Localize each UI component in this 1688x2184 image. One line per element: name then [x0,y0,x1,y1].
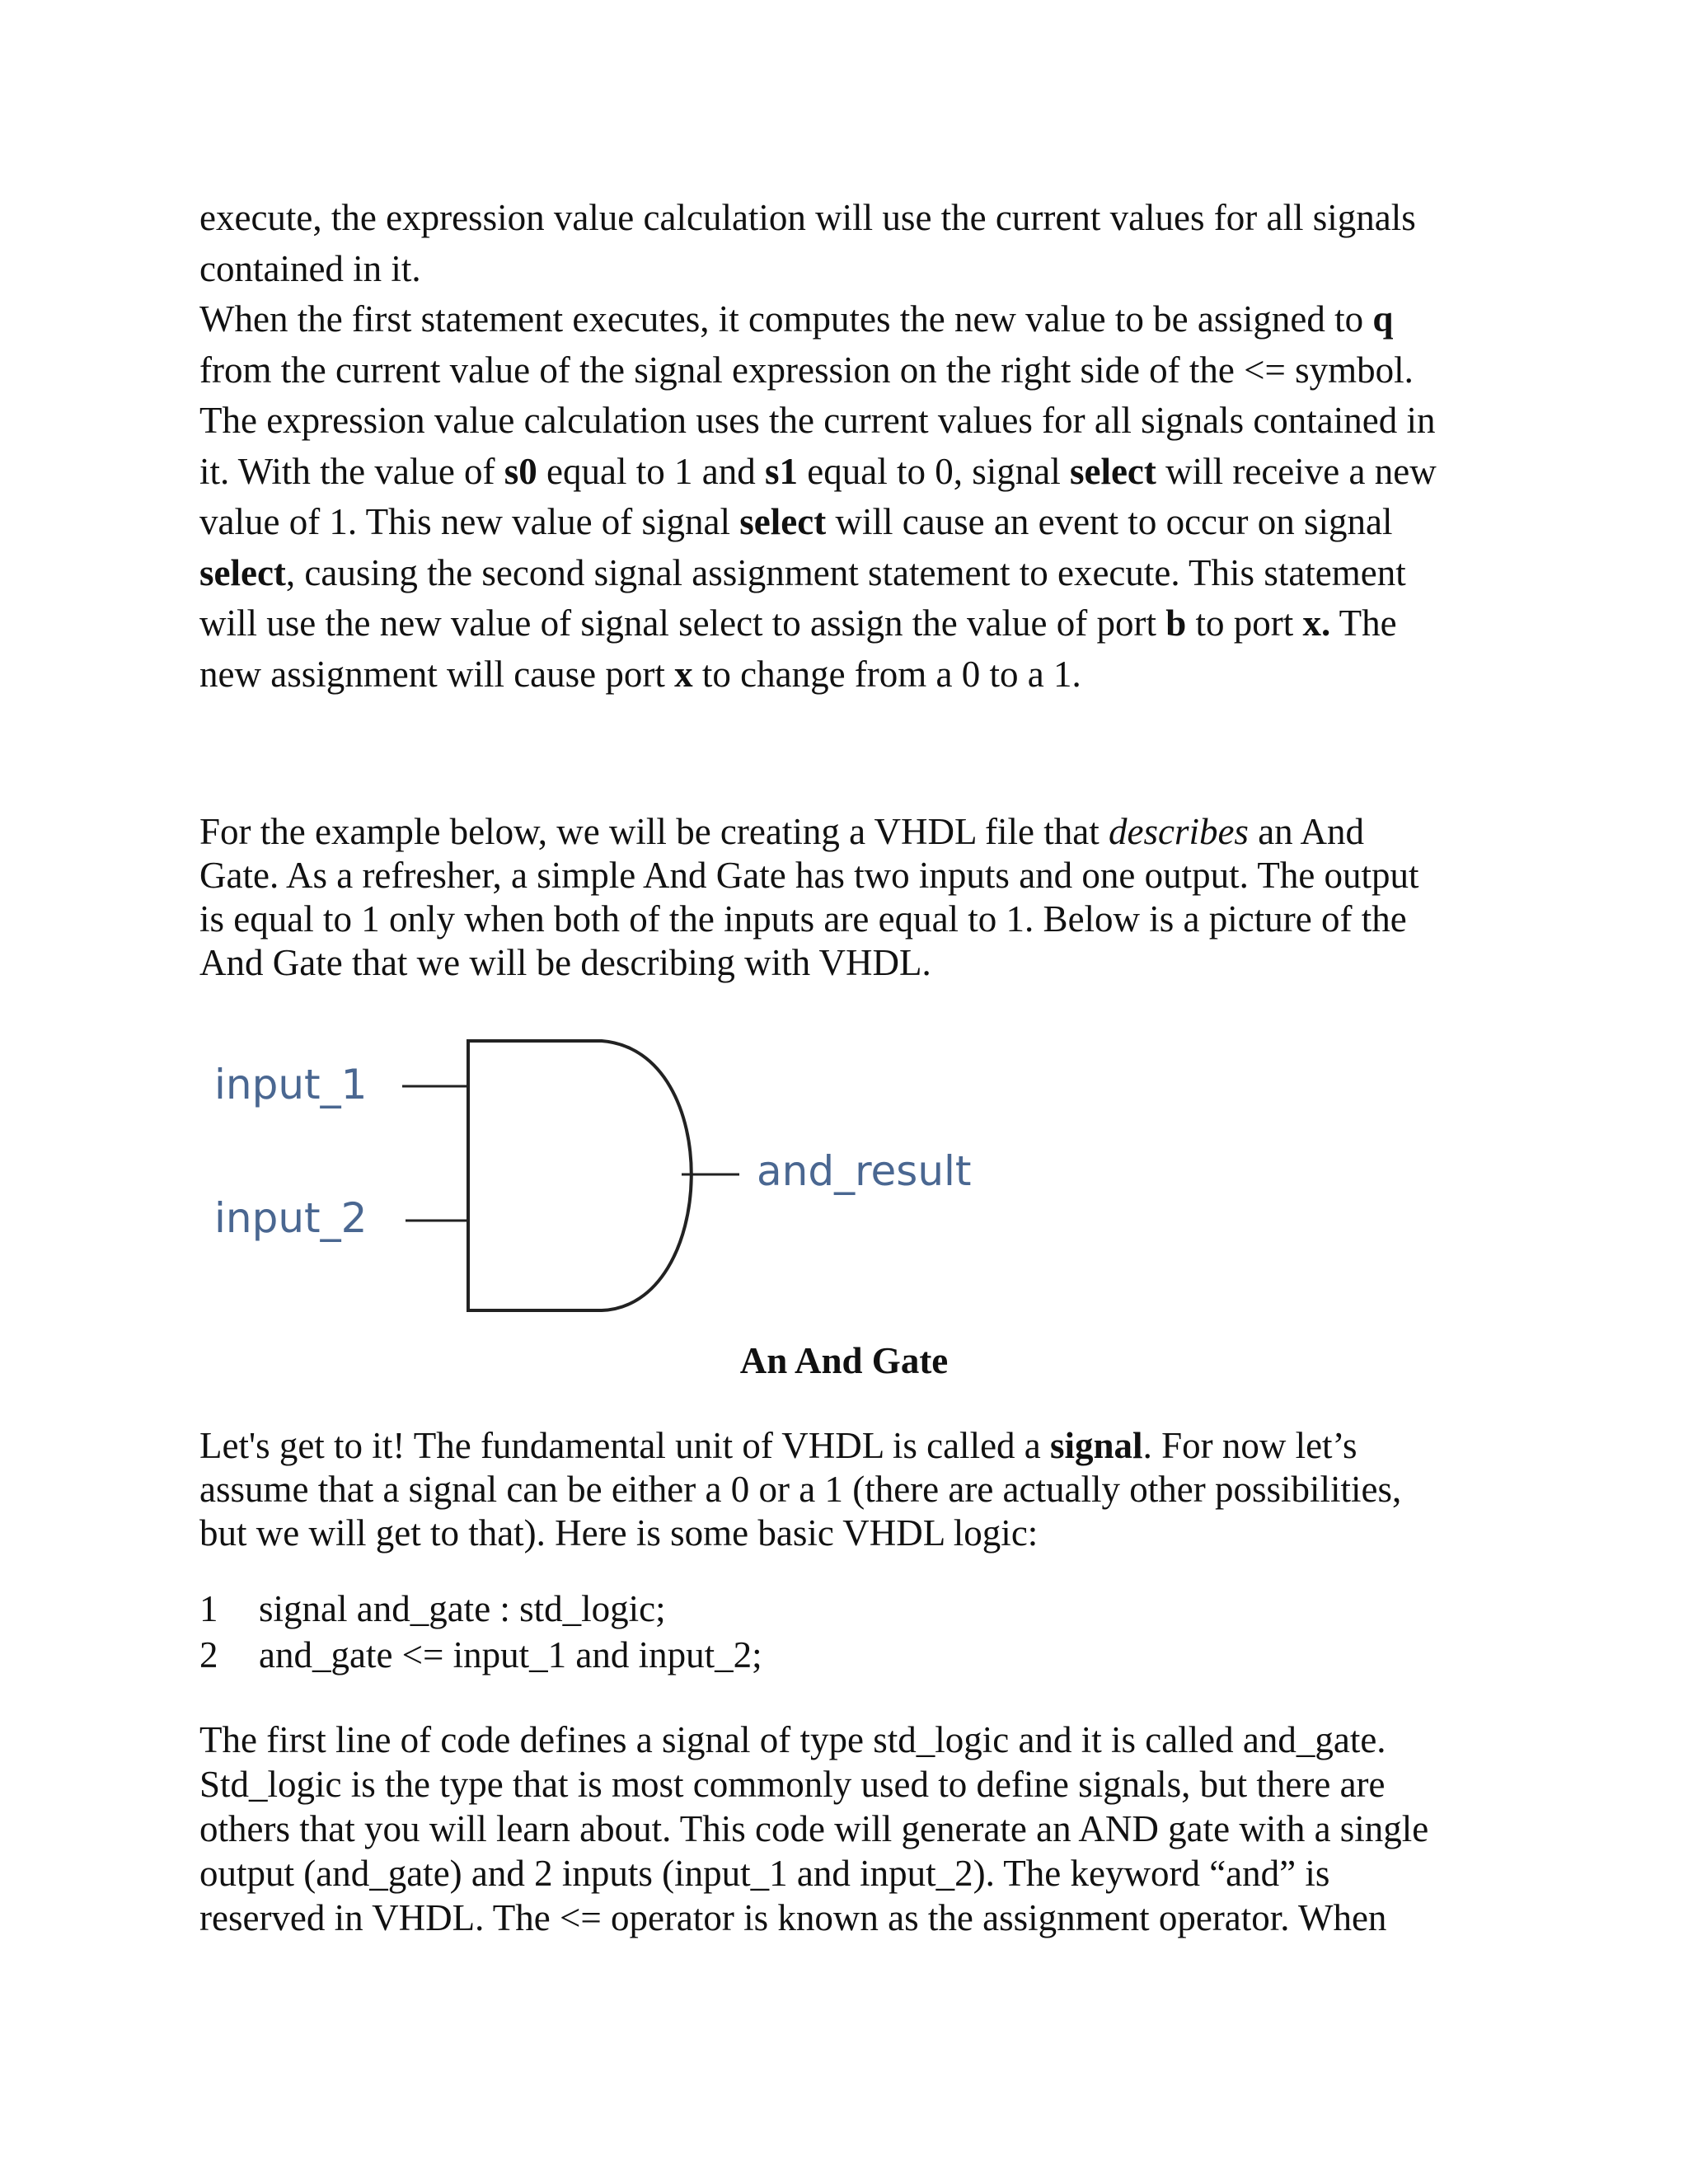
keyword-x: x [674,653,693,695]
keyword-s1: s1 [764,450,798,492]
line-number: 1 [199,1588,218,1629]
text-line: but we will get to that). Here is some basic VHDL logic: [199,1512,1039,1554]
text-line: Let's get to it! The fundamental unit of VHDL is called a signal. For now let’s [199,1425,1357,1466]
text-line: from the current value of the signal expression on the right side of the <= symbol. [199,349,1414,391]
text-line: Gate. As a refresher, a simple And Gate has two inputs and one output. The output [199,855,1419,896]
code-listing [199,1586,762,1678]
text-line: When the first statement executes, it computes the new value to be assigned to q [199,298,1394,340]
paragraph-and-gate-intro [199,810,1502,985]
code-text: and_gate <= input_1 and input_2; [259,1634,762,1675]
input-2-label: input_2 [214,1194,368,1242]
text-line: new assignment will cause port x to change from a 0 to a 1. [199,653,1081,695]
text-line: select, causing the second signal assignment statement to execute. This statement [199,551,1406,593]
output-label: and_result [757,1147,972,1195]
keyword-signal: signal [1050,1425,1143,1466]
paragraph-code-explanation [199,1718,1502,1940]
and-gate-body [468,1041,692,1310]
keyword-select: select [199,551,286,593]
figure-caption: An And Gate [739,1340,949,1381]
paragraph-signal-definition [199,1424,1502,1555]
text-line: For the example below, we will be creating a VHDL file that describes an And [199,811,1364,852]
keyword-select: select [739,501,827,542]
and-gate-diagram [190,1026,1162,1339]
text-line: Std_logic is the type that is most commonly used to define signals, but there are [199,1764,1386,1805]
text-line: others that you will learn about. This code will generate an AND gate with a single [199,1808,1429,1849]
input-1-label: input_1 [214,1061,368,1108]
text-line: execute, the expression value calculation will use the current values for all signals [199,197,1416,238]
text-line: contained in it. [199,247,421,289]
keyword-select: select [1069,450,1156,492]
text-line: will use the new value of signal select to assign the value of port b to port x. The [199,602,1397,644]
keyword-b: b [1165,602,1187,644]
emphasis-describes: describes [1108,811,1249,852]
keyword-q: q [1372,298,1394,340]
text-line: value of 1. This new value of signal select will cause an event to occur on signal [199,501,1393,542]
text-line: And Gate that we will be describing with VHDL. [199,942,931,983]
and-gate-figure [190,1026,1162,1339]
text-line: reserved in VHDL. The <= operator is known as the assignment operator. When [199,1897,1387,1938]
text-line: is equal to 1 only when both of the inputs are equal to 1. Below is a picture of the [199,898,1407,940]
code-line [199,1632,762,1678]
line-number: 2 [199,1634,218,1675]
text-line: assume that a signal can be either a 0 or a 1 (there are actually other possibilities, [199,1469,1402,1510]
text-line: output (and_gate) and 2 inputs (input_1 and input_2). The keyword “and” is [199,1853,1330,1894]
text-line: it. With the value of s0 equal to 1 and s1 equal to 0, signal select will receive a new [199,450,1437,492]
keyword-s0: s0 [504,450,537,492]
text-line: The expression value calculation uses the current values for all signals contained in [199,400,1436,441]
code-line [199,1586,762,1632]
code-text: signal and_gate : std_logic; [259,1588,666,1629]
paragraph-signal-evaluation [199,193,1502,700]
keyword-x: x. [1302,602,1331,644]
text-line: The first line of code defines a signal of type std_logic and it is called and_gate. [199,1719,1386,1760]
